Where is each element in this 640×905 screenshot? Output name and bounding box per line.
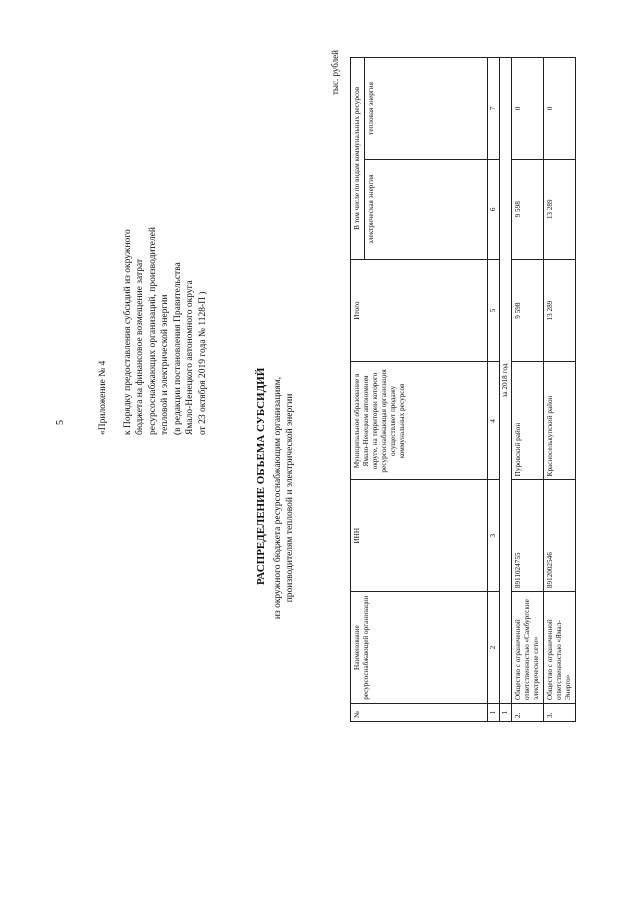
subtitle-line: производителям тепловой и электрической энергии [285,393,295,603]
row-inn: 8912002546 [544,480,576,592]
units-label: тыс. рублей [330,50,340,95]
appendix-line: от 23 октября 2019 года № 1128-П ) [197,291,208,435]
column-number-row [488,58,500,722]
subtitle-line: из окружного бюджета ресурсоснабжающим организациям, [273,376,283,620]
appendix-line: (в редакции постановления Правительства [172,262,183,435]
row-thermal: 0 [544,58,576,160]
row-thermal: 0 [512,58,544,160]
col-number: 2 [488,592,500,704]
row-electric: 13 289 [544,159,576,259]
header-municipality: Муниципальное образование в Ямало-Ненецком автономном округе, на территории которого ресурсоснабжающая организация осуществляет продажу коммунальных ресурсов [351,362,488,480]
header-org: Наименование ресурсоснабжающей организации [351,592,488,704]
table-row [544,58,576,722]
row-org: Общество с ограниченной ответственностью «Ямал-Энерго» [544,592,576,704]
appendix-header [97,35,209,435]
col-number: 7 [488,58,500,160]
row-municipality: Пуровский район [512,362,544,480]
header-row [351,58,365,722]
col-number: 1 [488,704,500,722]
header-electric: электрическая энергия [365,159,488,259]
row-total: 13 289 [544,259,576,362]
row-electric: 9 598 [512,159,544,259]
row-inn: 8911024755 [512,480,544,592]
row-total: 9 598 [512,259,544,362]
header-num: № [351,704,488,722]
document-subtitle [272,288,296,708]
period-row [500,58,512,722]
appendix-line: Ямало-Ненецкого автономного округа [185,280,195,435]
subsidy-table [350,57,576,722]
period-label: за 2018 год [500,58,512,704]
col-number: 5 [488,259,500,362]
appendix-line: тепловой и электрической энергии [160,294,170,435]
header-group: В том числе по видам коммунальных ресурсов [351,58,365,260]
appendix-title: «Приложение № 4 [98,360,108,435]
row-org: Общество с ограниченной ответственностью «Самбургские электрические сети» [512,592,544,704]
appendix-line: к Порядку предоставления субсидий из окружного [122,229,133,435]
page-number: 5 [55,420,66,425]
row-num: 2. [512,704,544,722]
row-municipality: Красноселькупский район [544,362,576,480]
appendix-line: бюджета на финансовое возмещение затрат [135,258,145,435]
appendix-line: ресурсоснабжающих организаций, производителей [147,227,158,435]
table-row [512,58,544,722]
period-number: 1 [500,704,512,722]
header-thermal: тепловая энергия [365,58,488,160]
header-inn: ИНН [351,480,488,592]
col-number: 3 [488,480,500,592]
header-total: Итого [351,259,488,362]
row-num: 3. [544,704,576,722]
col-number: 4 [488,362,500,480]
col-number: 6 [488,159,500,259]
document-title: РАСПРЕДЕЛЕНИЕ ОБЪЕМА СУБСИДИЙ [255,367,267,585]
